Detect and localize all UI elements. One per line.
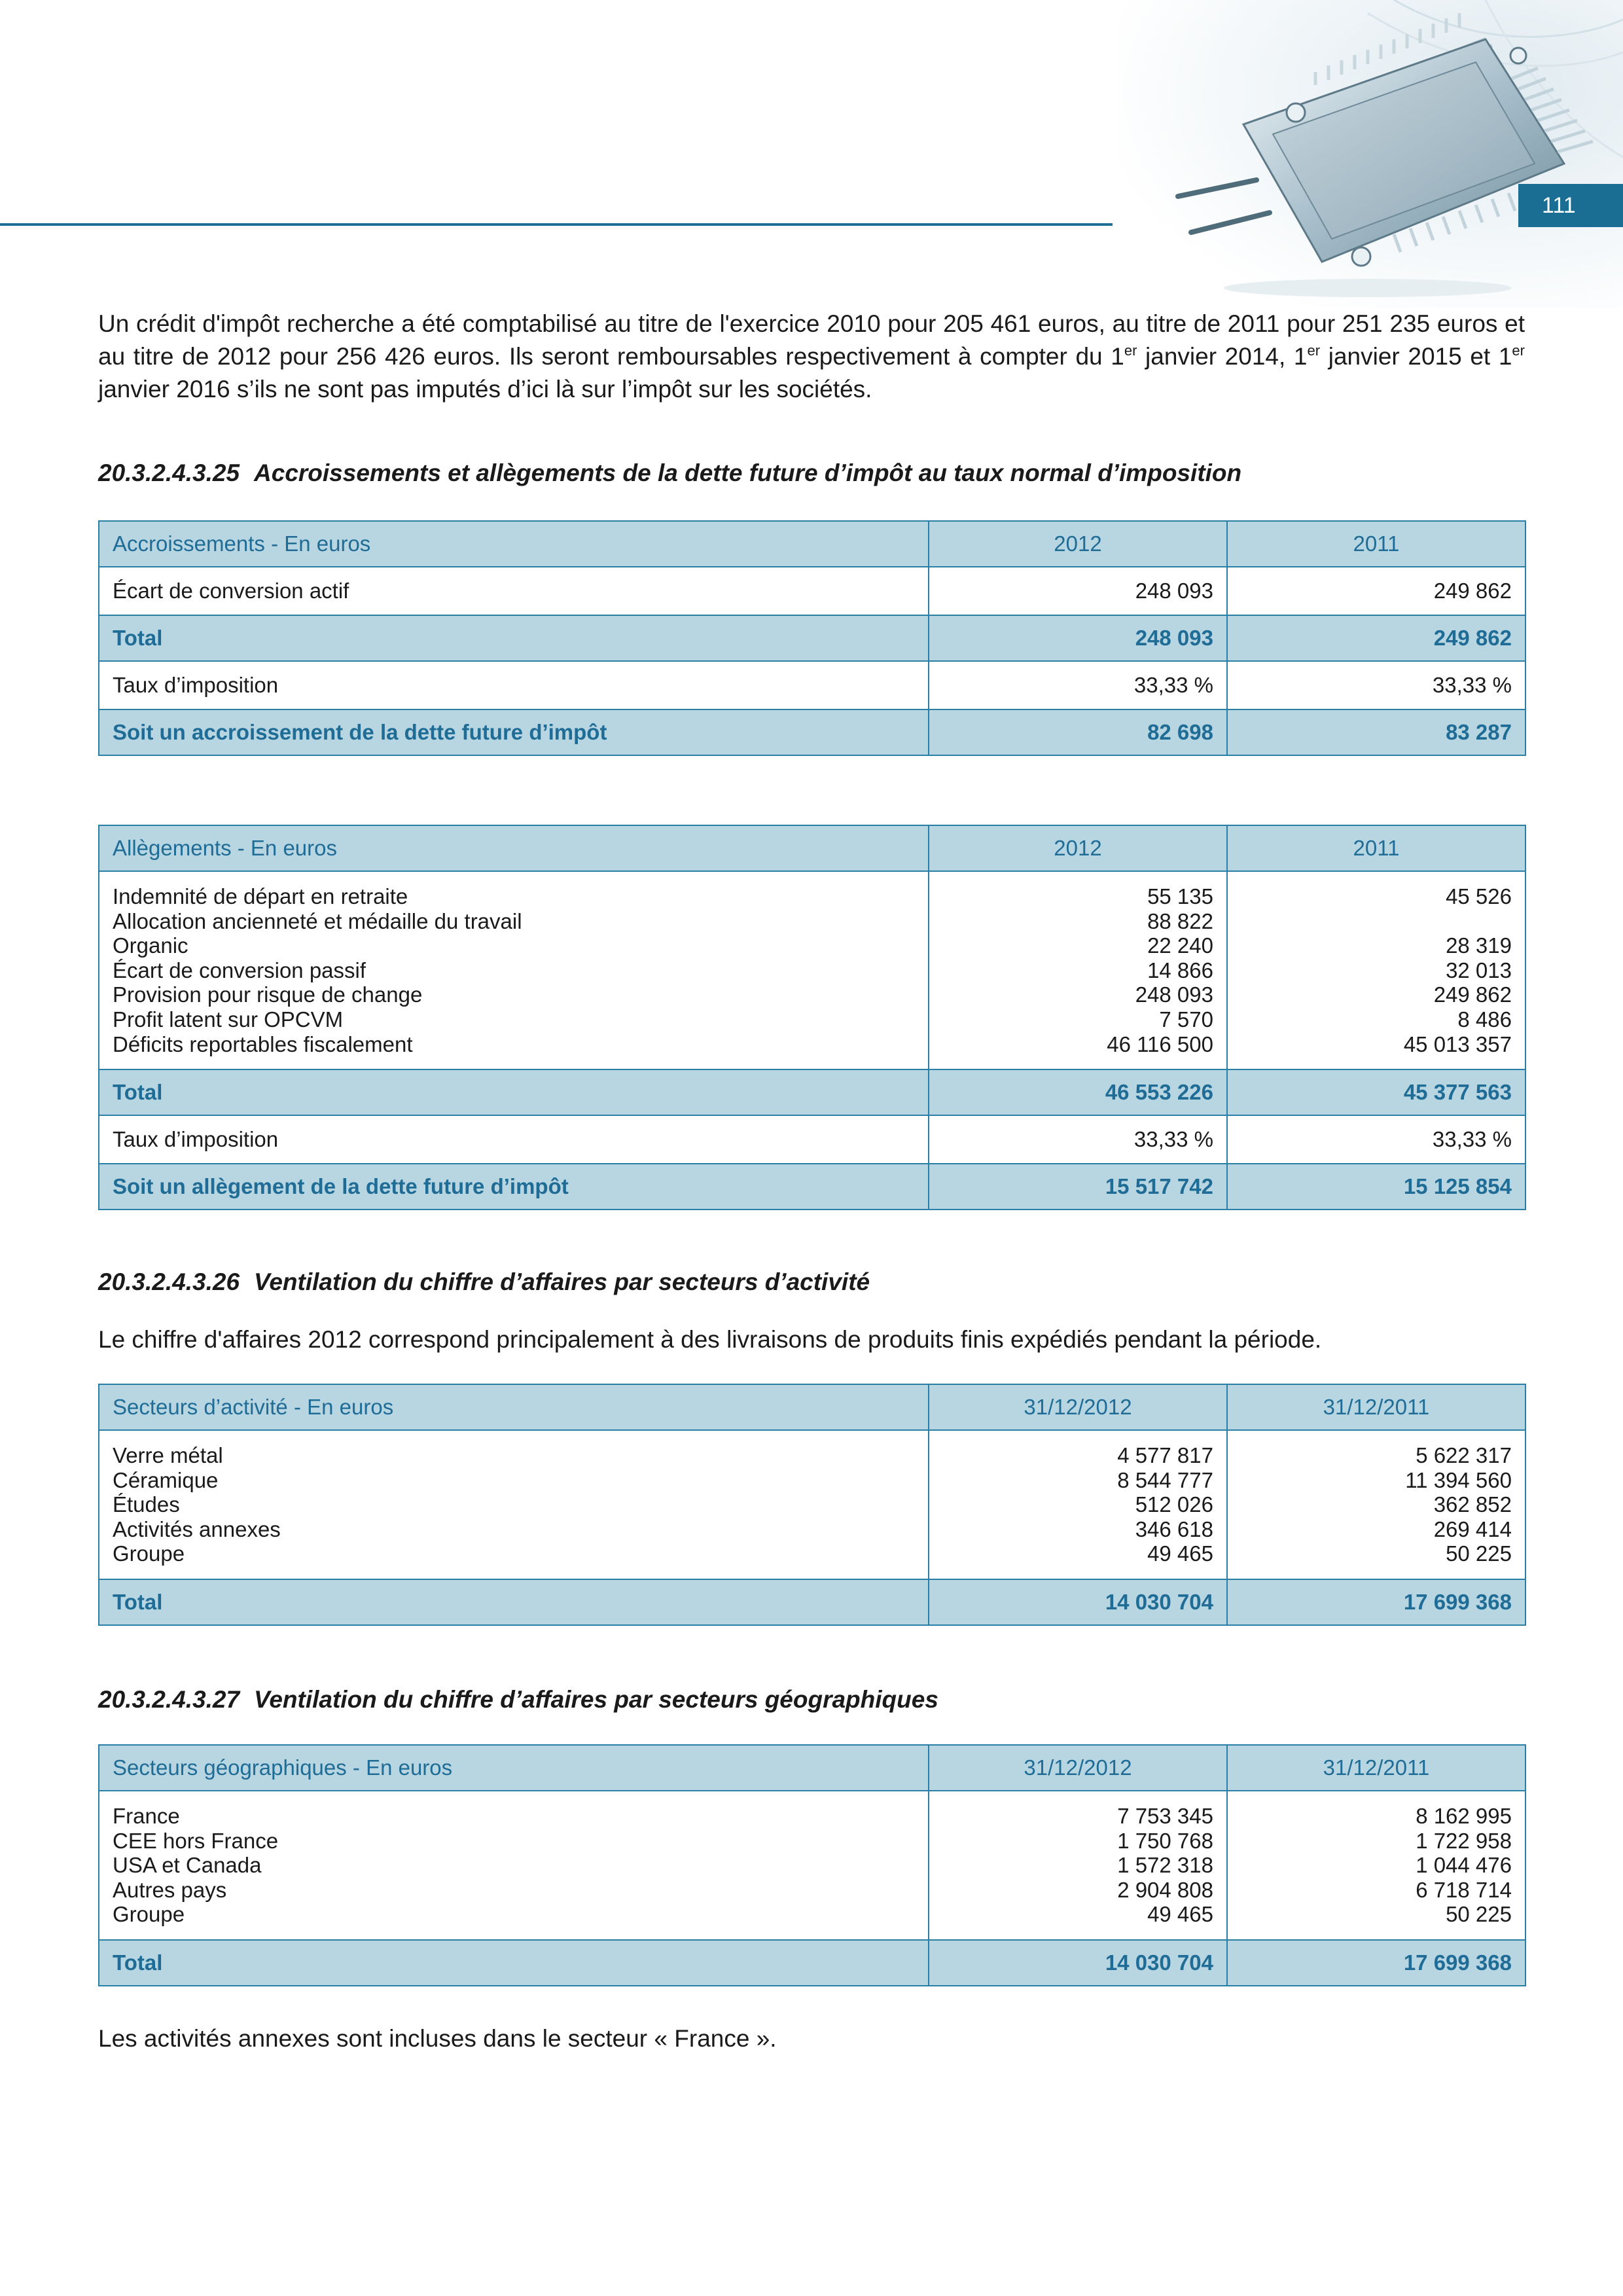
items-labels: France CEE hors France USA et Canada Autres pays Groupe xyxy=(99,1791,929,1940)
result-row: Soit un allègement de la dette future d’impôt 15 517 742 15 125 854 xyxy=(99,1164,1525,1210)
table-row xyxy=(99,1791,1525,1940)
section-heading-25: 20.3.2.4.3.25 Accroissements et allègements de la dette future d’impôt au taux normal d’imposition xyxy=(98,459,1242,486)
table-row: Écart de conversion actif 248 093 249 862 xyxy=(99,567,1525,615)
section-heading-26: 20.3.2.4.3.26 Ventilation du chiffre d’affaires par secteurs d’activité xyxy=(98,1268,870,1295)
table-secteurs-activite xyxy=(98,1384,1526,1626)
items-2012: 55 135 88 822 22 240 14 866 248 093 7 570 46 116 500 xyxy=(929,871,1227,1069)
table-header-row: Secteurs géographiques - En euros 31/12/2012 31/12/2011 xyxy=(99,1745,1525,1791)
header-package-illustration xyxy=(1119,0,1623,308)
intro-paragraph: Un crédit d'impôt recherche a été comptabilisé au titre de l'exercice 2010 pour 205 461 euros, au titre de 2011 pour 251 235 euros et au titre de 2012 pour 256 426 euros. Ils seront remboursables respectivement à compter du 1er janvier 2014, 1er janvier 2015 et 1er janvier 2016 s’ils ne sont pas imputés d’ici là sur l’impôt sur les sociétés. xyxy=(98,310,1525,403)
table-row xyxy=(99,871,1525,1069)
items-2011: 5 622 317 11 394 560 362 852 269 414 50 225 xyxy=(1227,1430,1525,1579)
table-row: Taux d’imposition 33,33 % 33,33 % xyxy=(99,661,1525,709)
items-2012: 7 753 345 1 750 768 1 572 318 2 904 808 49 465 xyxy=(929,1791,1227,1940)
result-row: Soit un accroissement de la dette future d’impôt 82 698 83 287 xyxy=(99,709,1525,755)
table-row: Taux d’imposition 33,33 % 33,33 % xyxy=(99,1115,1525,1164)
table-header-row: Allègements - En euros 2012 2011 xyxy=(99,825,1525,871)
table-header-row: Secteurs d’activité - En euros 31/12/2012 31/12/2011 xyxy=(99,1384,1525,1430)
table-row xyxy=(99,1430,1525,1579)
table-header-row: Accroissements - En euros 2012 2011 xyxy=(99,521,1525,567)
page-number: 111 xyxy=(1518,184,1623,227)
table-allegements xyxy=(98,825,1526,1210)
table-accroissements xyxy=(98,520,1526,756)
items-labels: Indemnité de départ en retraite Allocation ancienneté et médaille du travail Organic Écart de conversion passif Provision pour risque de change Profit latent sur OPCVM Déficits reportables fiscalement xyxy=(99,871,929,1069)
closing-paragraph: Les activités annexes sont incluses dans le secteur « France ». xyxy=(98,2025,777,2052)
items-2012: 4 577 817 8 544 777 512 026 346 618 49 465 xyxy=(929,1430,1227,1579)
items-2011: 45 526 28 319 32 013 249 862 8 486 45 013 357 xyxy=(1227,871,1525,1069)
total-row: Total 46 553 226 45 377 563 xyxy=(99,1069,1525,1115)
section-heading-27: 20.3.2.4.3.27 Ventilation du chiffre d’affaires par secteurs géographiques xyxy=(98,1686,938,1713)
table-secteurs-geographiques xyxy=(98,1744,1526,1986)
header-rule xyxy=(0,223,1113,226)
total-row: Total 14 030 704 17 699 368 xyxy=(99,1940,1525,1986)
items-2011: 8 162 995 1 722 958 1 044 476 6 718 714 50 225 xyxy=(1227,1791,1525,1940)
total-row: Total 248 093 249 862 xyxy=(99,615,1525,661)
items-labels: Verre métal Céramique Études Activités annexes Groupe xyxy=(99,1430,929,1579)
paragraph-26: Le chiffre d'affaires 2012 correspond principalement à des livraisons de produits finis expédiés pendant la période. xyxy=(98,1326,1322,1353)
total-row: Total 14 030 704 17 699 368 xyxy=(99,1579,1525,1625)
